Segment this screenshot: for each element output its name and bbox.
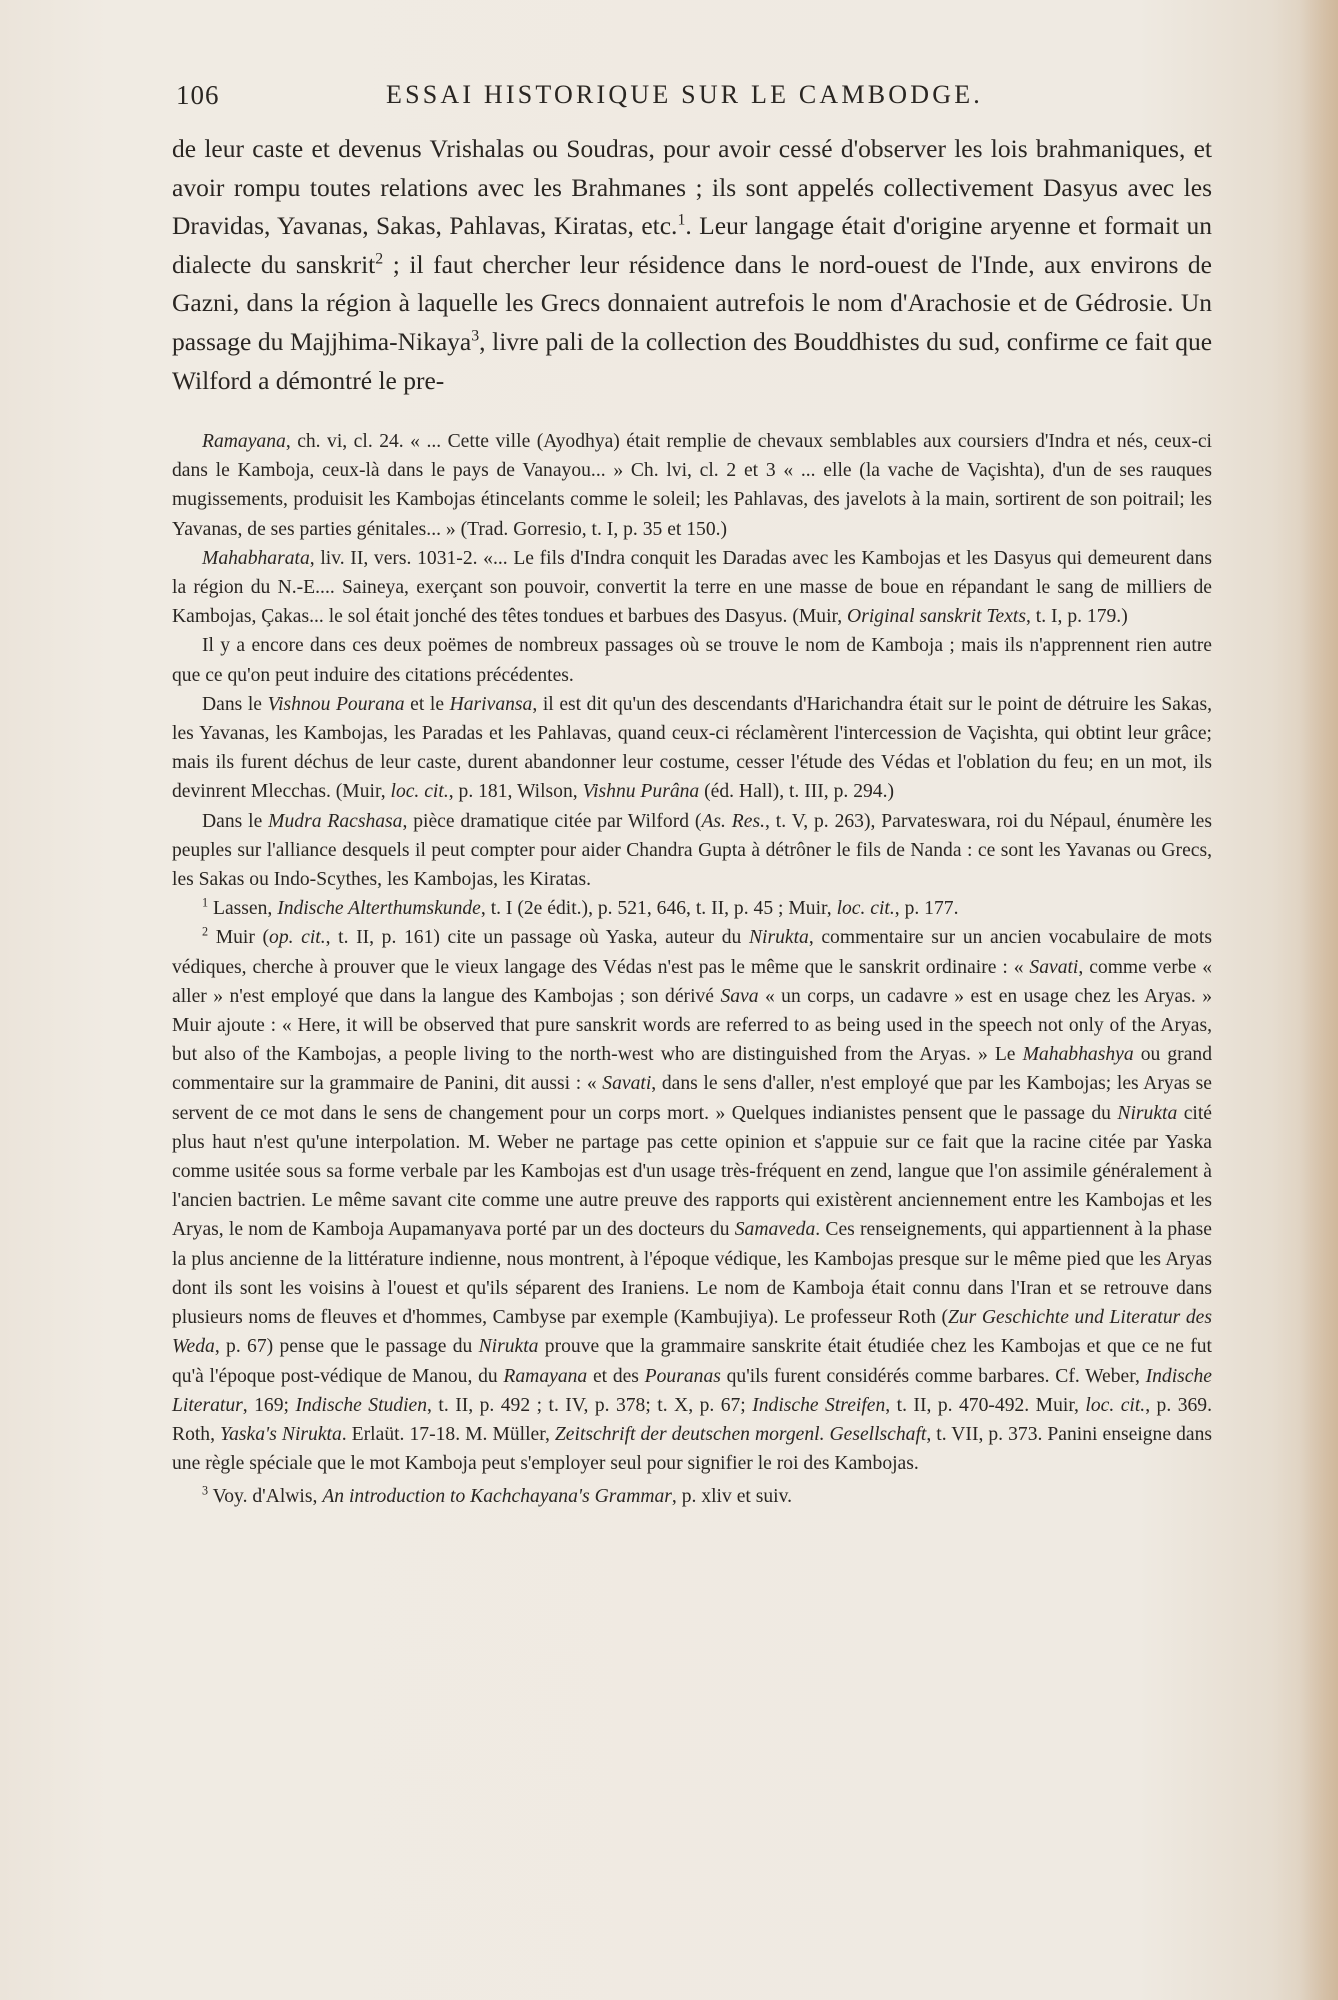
main-paragraph: de leur caste et devenus Vrishalas ou Soudras, pour avoir cessé d'observer les lois brahmaniques, et avoir rompu toutes relations avec les Brahmanes ; ils sont appelés collectivement Dasyus avec les Dravidas, Yavanas, Sakas, Pahlavas, Kiratas, etc.$^1$. Leur langage était d'origine aryenne et formait un dialecte du sanskrit$^2$ ; il faut chercher leur résidence dans le nord-ouest de l'Inde, aux environs de Gazni, dans la région à laquelle les Grecs donnaient autrefois le nom d'Arachosie et de Gédrosie. Un passage du Majjhima-Nikaya$^3$, livre pali de la collection des Bouddhistes du sud, confirme ce fait que Wilford a démontré le pre- (172, 134, 1213, 395)
note-mahabharata: Mahabharata, liv. II, vers. 1031-2. «... Le fils d'Indra conquit les Daradas avec les Kambojas et les Dasyus qui demeurent dans la région du N.-E.... Saineya, exerçant son pouvoir, convertit la terre en une masse de boue en répandant le sang de milliers de Kambojas, Çakas... le sol était jonché des têtes tondues et barbues des Dasyus. (Muir, Original sanskrit Texts, t. I, p. 179.) (172, 547, 1212, 628)
footnote-2: $^2$ Muir (op. cit., t. II, p. 161) cite un passage où Yaska, auteur du Nirukta, commentaire sur un ancien vocabulaire de mots védiques, cherche à prouver que le vieux langage des Védas n'est pas le même que le sanskrit ordinaire : « Savati, comme verbe « aller » n'est employé que dans la langue des Kambojas ; son dérivé Sava « un corps, un cadavre » est en usage chez les Aryas. » Muir ajoute : « Here, it will be observed that pure sanskrit words are referred to as being used in the speech not only of the Aryas, but also of the Kambojas, a people living to the north-west who are distinguished from the Aryas. » Le Mahabhashya ou grand commentaire sur la grammaire de Panini, dit aussi : « Savati, dans le sens d'aller, n'est employé que par les Kambojas; les Aryas se servent de ce mot dans le sens de changement pour un corps mort. » Quelques indianistes pensent que le passage du Nirukta cité plus haut n'est qu'une interpolation. M. Weber ne partage pas cette opinion et s'appuie sur ce fait que la racine citée par Yaska comme usitée sous sa forme verbale par les Kambojas est d'un usage très-fréquent en zend, langue que l'on assimile généralement à l'ancien bactrien. Le même savant cite comme une autre preuve des rapports qui existèrent anciennement entre les Kambojas et les Aryas, le nom de Kamboja Aupamanyava porté par un des docteurs du Samaveda. Ces renseignements, qui appartiennent à la phase la plus ancienne de la littérature indienne, nous montrent, à l'époque védique, les Kambojas presque sur le même pied que les Aryas dont ils sont les voisins à l'ouest et qu'ils séparent des Iraniens. Le nom de Kamboja était connu dans l'Iran et se retrouve dans plusieurs noms de fleuves et d'hommes, Cambyse par exemple (Kambujiya). Le professeur Roth (Zur Geschichte und Literatur des Weda, p. 67) pense que le passage du Nirukta prouve que la grammaire sanskrite était étudiée chez les Kambojas et que ce ne fut qu'à l'époque post-védique de Manou, du Ramayana et des Pouranas qu'ils furent considérés comme barbares. Cf. Weber, Indische Literatur, 169; Indische Studien, t. II, p. 492 ; t. IV, p. 378; t. X, p. 67; Indische Streifen, t. II, p. 470-492. Muir, loc. cit., p. 369. Roth, Yaska's Nirukta. Erlaüt. 17-18. M. Müller, Zeitschrift der deutschen morgenl. Gesellschaft, t. VII, p. 373. Panini enseigne dans une règle spéciale que le mot Kamboja peut s'employer seul pour signifier le roi des Kambojas. (172, 924, 1213, 1475)
footnote-ref-3[interactable]: 3 (471, 327, 480, 345)
note-vishnou-pourana: Dans le Vishnou Pourana et le Harivansa, il est dit qu'un des descendants d'Harichandra était sur le point de détruire les Sakas, les Yavanas, les Kambojas, les Paradas et les Pahlavas, quand ceux-ci réclamèrent l'intercession de Vaçishta, qui obtint leur grâce; mais ils furent déchus de leur caste, durent abandonner leur costume, cesser l'étude des Védas et l'oblation du feu; en un mot, ils devinrent Mlecchas. (Muir, loc. cit., p. 181, Wilson, Vishnu Purâna (éd. Hall), t. III, p. 294.) (172, 693, 1212, 803)
footnote-3: $^3$ Voy. d'Alwis, An introduction to Kachchayana's Grammar, p. xliv et suiv. (202, 1483, 793, 1508)
page-number: 106 (176, 80, 220, 110)
page-edge-shadow (1300, 0, 1338, 2000)
page-header (176, 80, 1216, 120)
notes-section (172, 427, 1212, 1512)
footnote-ref-2[interactable]: 2 (375, 250, 384, 268)
footnote-ref-1[interactable]: 1 (677, 211, 686, 229)
main-text (172, 130, 1212, 400)
footnote-1: $^1$ Lassen, Indische Alterthumskunde, t. I (2e édit.), p. 521, 646, t. II, p. 45 ; Muir, loc. cit., p. 177. (202, 895, 959, 920)
note-poems: Il y a encore dans ces deux poëmes de nombreux passages où se trouve le nom de Kamboja ; mais ils n'apprennent rien autre que ce qu'on peut induire des citations précédentes. (172, 635, 1212, 686)
running-title: ESSAI HISTORIQUE SUR LE CAMBODGE. (386, 80, 983, 109)
note-mudra-racshasa: Dans le Mudra Racshasa, pièce dramatique citée par Wilford (As. Res., t. V, p. 263), Parvateswara, roi du Népaul, énumère les peuples sur l'alliance desquels il peut compter pour aider Chandra Gupta à détrôner le fils de Nanda : ce sont les Yavanas ou Grecs, les Sakas ou Indo-Scythes, les Kambojas, les Kiratas. (172, 810, 1212, 891)
note-ramayana: Ramayana, ch. vi, cl. 24. « ... Cette ville (Ayodhya) était remplie de chevaux semblables aux coursiers d'Indra et nés, ceux-ci dans le Kamboja, ceux-là dans le pays de Vanayou... » Ch. lvi, cl. 2 et 3 « ... elle (la vache de Vaçishta), d'un de ses rauques mugissements, produisit les Kambojas étincelants comme le soleil; les Pahlavas, des javelots à la main, sortirent de son poitrail; les Yavanas, de ses parties génitales... » (Trad. Gorresio, t. I, p. 35 et 150.) (172, 431, 1212, 540)
